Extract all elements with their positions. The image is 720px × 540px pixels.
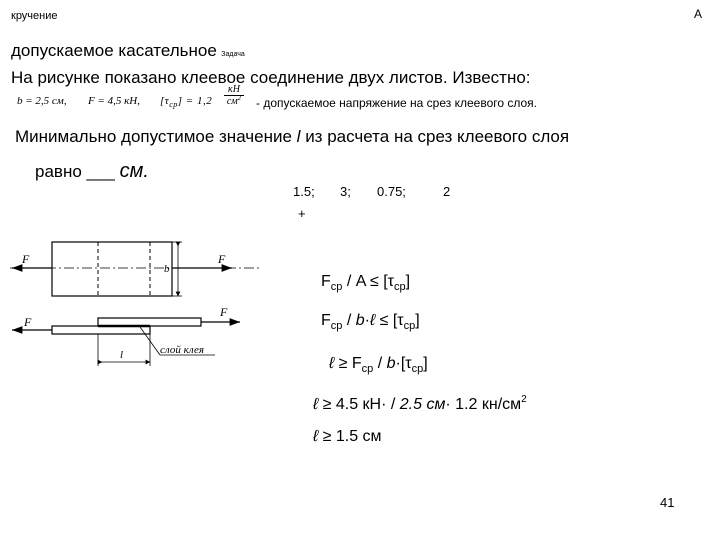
plate-top-view (52, 242, 172, 296)
b-label: b (164, 263, 170, 275)
answer-option[interactable]: 2 (443, 184, 451, 199)
solution-line-2: $F_{ср}$ / b·ℓ ≤ $[\tau_{ср}]$ (321, 312, 420, 332)
force-label: F (24, 315, 32, 329)
equals-line: равно ___ см. (35, 160, 149, 182)
glue-joint-figure (0, 230, 300, 375)
solution-line-5: ℓ ≥ 1.5 см (313, 428, 382, 445)
l-label: l (120, 349, 124, 361)
question-text: Минимально допустимое значение l из расчета на срез клеевого слоя (15, 127, 570, 146)
page-title (11, 41, 245, 61)
solution-line-1: $F_{ср} / A \le [\tau_{ср}]$ (321, 273, 411, 293)
page-number: 41 (660, 495, 675, 510)
problem-statement: На рисунке показано клеевое соединение двух листов. Известно: (11, 68, 531, 87)
corner-letter: А (694, 7, 703, 21)
topic-label: кручение (11, 10, 58, 22)
given-unit: кН $см^2$ (224, 84, 244, 108)
force-label: F (22, 252, 30, 266)
force-label: F (218, 252, 226, 266)
answer-option[interactable]: 0.75; (377, 184, 406, 199)
correct-mark: + (298, 206, 306, 221)
force-label: F (220, 305, 228, 319)
answer-option[interactable]: 1.5; (293, 184, 315, 199)
answer-option[interactable]: 3; (340, 184, 351, 199)
title-main: допускаемое касательное (11, 41, 217, 60)
task-tag: Задача (221, 51, 245, 58)
glue-label: слой клея (160, 344, 204, 356)
solution-line-3: ℓ ≥ $F_{ср} / b\cdot[\tau_{ср}]$ (329, 355, 428, 375)
given-force: F = 4,5 кН, (88, 95, 140, 107)
given-note: - допускаемое напряжение на срез клеевого слоя. (256, 96, 538, 110)
given-b: b = 2,5 см, (17, 95, 67, 107)
solution-line-4: ℓ ≥ 4.5 кН· / 2.5 см· 1.2 $кн/см^2$ (313, 394, 527, 413)
given-tau: $[\tau_{ср}] = 1,2$ (160, 95, 213, 109)
